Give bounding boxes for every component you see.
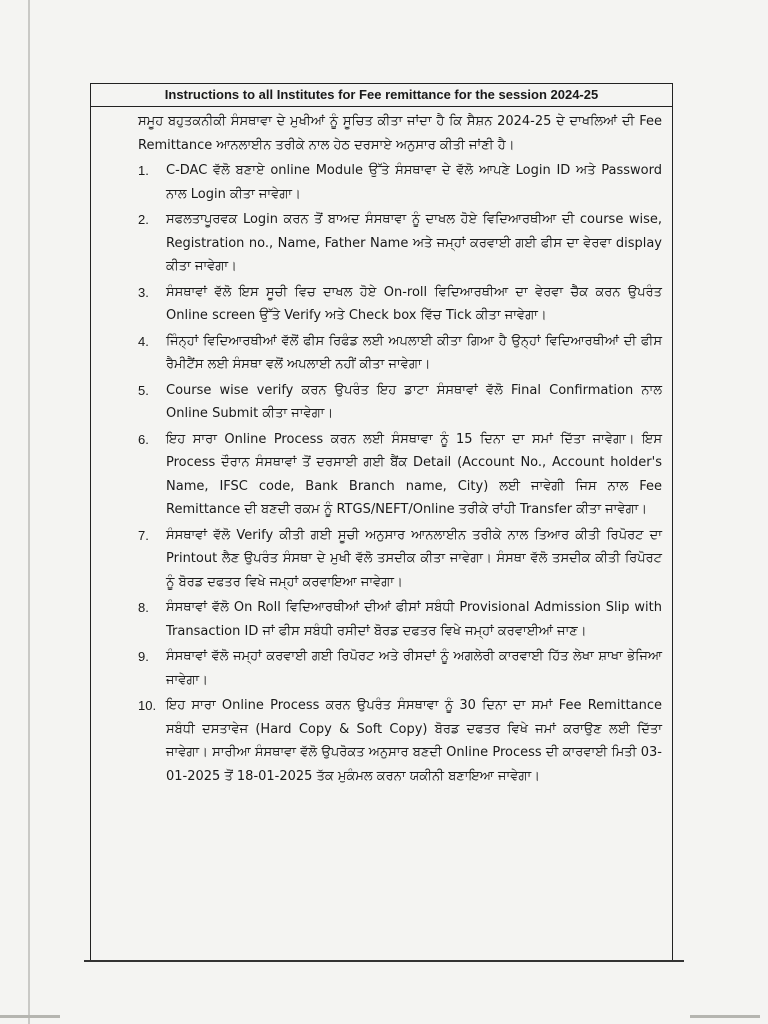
document-body (138, 110, 662, 790)
item-number: 8. (138, 600, 149, 615)
frame-bottom-rule (84, 960, 684, 962)
item-text: C-DAC ਵੱਲੋ ਬਣਾਏ online Module ਉੱਤੇ ਸੰਸਥਾਵਾ ਦੇ ਵੱਲੋ ਆਪਣੇ Login ID ਅਤੇ Password ਨਾਲ Login ਕੀਤਾ ਜਾਵੇਗਾ। (166, 163, 662, 202)
item-number: 3. (138, 284, 149, 300)
item-number: 9. (138, 649, 149, 664)
item-text: ਇਹ ਸਾਰਾ Online Process ਕਰਨ ਲਈ ਸੰਸਥਾਵਾ ਨੂੰ 15 ਦਿਨਾ ਦਾ ਸਮਾਂ ਦਿੱਤਾ ਜਾਵੇਗਾ। ਇਸ Process ਦੌਰਾਨ ਸੰਸਥਾਵਾਂ ਤੋਂ ਦਰਸਾਈ ਗਈ ਬੈਂਕ Detail (Account No., Account holder's Name, IFSC code, Bank Branch name, City) ਲਈ ਜਾਵੇਗੀ ਜਿਸ ਨਾਲ Fee Remittance ਦੀ ਬਣਦੀ ਰਕਮ ਨੂੰ RTGS/NEFT/Online ਤਰੀਕੇ ਰਾਂਹੀ Transfer ਕੀਤਾ ਜਾਵੇਗਾ। (166, 431, 662, 517)
list-item (138, 524, 662, 595)
item-text: ਸੰਸਥਾਵਾਂ ਵੱਲੋ ਜਮ੍ਹਾਂ ਕਰਵਾਈ ਗਈ ਰਿਪੋਰਟ ਅਤੇ ਰੀਸਦਾਂ ਨੂੰ ਅਗਲੇਰੀ ਕਾਰਵਾਈ ਹਿੱਤ ਲੇਖਾ ਸ਼ਾਖਾ ਭੇਜਿਆ ਜਾਵੇਗਾ। (166, 649, 662, 688)
list-item (138, 596, 662, 643)
instruction-list (138, 159, 662, 788)
intro-paragraph: ਸਮੂਹ ਬਹੁਤਕਨੀਕੀ ਸੰਸਥਾਵਾ ਦੇ ਮੁਖੀਆਂ ਨੂੰ ਸੂਚਿਤ ਕੀਤਾ ਜਾਂਦਾ ਹੈ ਕਿ ਸੈਸ਼ਨ 2024-25 ਦੇ ਦਾਖਲਿਆਂ ਦੀ Fee Remittance ਆਨਲਾਈਨ ਤਰੀਕੇ ਨਾਲ ਹੇਠ ਦਰਸਾਏ ਅਨੁਸਾਰ ਕੀਤੀ ਜਾਂਣੀ ਹੈ। (138, 114, 662, 153)
item-number: 5. (138, 382, 149, 398)
item-text: ਸੰਸਥਾਵਾਂ ਵੱਲੋ On Roll ਵਿਦਿਆਰਥੀਆਂ ਦੀਆਂ ਫੀਸਾਂ ਸਬੰਧੀ Provisional Admission Slip with Transaction ID ਜਾਂ ਫੀਸ ਸਬੰਧੀ ਰਸੀਦਾਂ ਬੋਰਡ ਦਫਤਰ ਵਿਖੇ ਜਮ੍ਹਾਂ ਕਰਵਾਈਆਂ ਜਾਣ। (166, 600, 662, 639)
item-text: ਸੰਸਥਾਵਾਂ ਵੱਲੋ Verify ਕੀਤੀ ਗਈ ਸੂਚੀ ਅਨੁਸਾਰ ਆਨਲਾਈਨ ਤਰੀਕੇ ਨਾਲ ਤਿਆਰ ਕੀਤੀ ਰਿਪੋਰਟ ਦਾ Printout ਲੈਣ ਉਪਰੰਤ ਸੰਸਥਾ ਦੇ ਮੁਖੀ ਵੱਲੋ ਤਸਦੀਕ ਕੀਤਾ ਜਾਵੇਗਾ। ਸੰਸਥਾ ਵੱਲੋ ਤਸਦੀਕ ਕੀਤੀ ਰਿਪੋਰਟ ਨੂੰ ਬੋਰਡ ਦਫਤਰ ਵਿਖੇ ਜਮ੍ਹਾਂ ਕਰਵਾਇਆ ਜਾਵੇਗਾ। (166, 527, 662, 590)
item-text: ਸੰਸਥਾਵਾਂ ਵੱਲੋ ਇਸ ਸੂਚੀ ਵਿਚ ਦਾਖਲ ਹੋਏ On-roll ਵਿਦਿਆਰਥੀਆ ਦਾ ਵੇਰਵਾ ਚੈੱਕ ਕਰਨ ਉਪਰੰਤ Online screen ਉੱਤੇ Verify ਅਤੇ Check box ਵਿੱਚ Tick ਕੀਤਾ ਜਾਵੇਗਾ। (166, 284, 662, 323)
page-edge-shadow (28, 0, 30, 1024)
item-number: 10. (138, 698, 157, 713)
document-title: Instructions to all Institutes for Fee remittance for the session 2024-25 (90, 83, 673, 107)
item-text: ਸਫਲਤਾਪੂਰਵਕ Login ਕਰਨ ਤੋਂ ਬਾਅਦ ਸੰਸਥਾਵਾ ਨੂੰ ਦਾਖਲ ਹੋਏ ਵਿਦਿਆਰਥੀਆ ਦੀ course wise, Registration no., Name, Father Name ਅਤੇ ਜਮ੍ਹਾਂ ਕਰਵਾਈ ਗਈ ਫੀਸ ਦਾ ਵੇਰਵਾ display ਕੀਤਾ ਜਾਵੇਗਾ। (166, 212, 662, 274)
list-item (138, 645, 662, 692)
list-item (138, 428, 662, 522)
list-item (138, 330, 662, 377)
list-item (138, 379, 662, 426)
list-item (138, 694, 662, 788)
item-text: Course wise verify ਕਰਨ ਉਪਰੰਤ ਇਹ ਡਾਟਾ ਸੰਸਥਾਵਾਂ ਵੱਲੋ Final Confirmation ਨਾਲ Online Submit ਕੀਤਾ ਜਾਵੇਗਾ। (166, 382, 662, 421)
item-number: 1. (138, 163, 149, 178)
item-number: 6. (138, 431, 149, 447)
scan-speckle (0, 1015, 60, 1018)
item-number: 7. (138, 527, 149, 543)
item-number: 2. (138, 212, 149, 227)
list-item (138, 159, 662, 206)
list-item (138, 208, 662, 279)
item-text: ਇਹ ਸਾਰਾ Online Process ਕਰਨ ਉਪਰੰਤ ਸੰਸਥਾਵਾ ਨੂੰ 30 ਦਿਨਾ ਦਾ ਸਮਾਂ Fee Remittance ਸਬੰਧੀ ਦਸਤਾਵੇਜ (Hard Copy & Soft Copy) ਬੋਰਡ ਦਫਤਰ ਵਿਖੇ ਜਮਾਂ ਕਰਾਉਣ ਲਈ ਦਿੱਤਾ ਜਾਵੇਗਾ। ਸਾਰੀਆ ਸੰਸਥਾਵਾ ਵੱਲੋ ਉਪਰੋਕਤ ਅਨੁਸਾਰ ਬਣਦੀ Online Process ਦੀ ਕਾਰਵਾਈ ਮਿਤੀ 03-01-2025 ਤੋਂ 18-01-2025 ਤੱਕ ਮੁਕੰਮਲ ਕਰਨਾ ਯਕੀਨੀ ਬਣਾਇਆ ਜਾਵੇਗਾ। (166, 698, 662, 784)
item-text: ਜਿੰਨ੍ਹਾਂ ਵਿਦਿਆਰਥੀਆਂ ਵੱਲੋਂ ਫੀਸ ਰਿਫੰਡ ਲਈ ਅਪਲਾਈ ਕੀਤਾ ਗਿਆ ਹੈ ਉਨ੍ਹਾਂ ਵਿਦਿਆਰਥੀਆਂ ਦੀ ਫੀਸ ਰੈਮੀਟੈਂਸ ਲਈ ਸੰਸਥਾ ਵਲੋਂ ਅਪਲਾਈ ਨਹੀਂ ਕੀਤਾ ਜਾਵੇਗਾ। (166, 333, 662, 372)
scan-speckle (690, 1015, 760, 1018)
item-number: 4. (138, 333, 149, 349)
list-item (138, 281, 662, 328)
